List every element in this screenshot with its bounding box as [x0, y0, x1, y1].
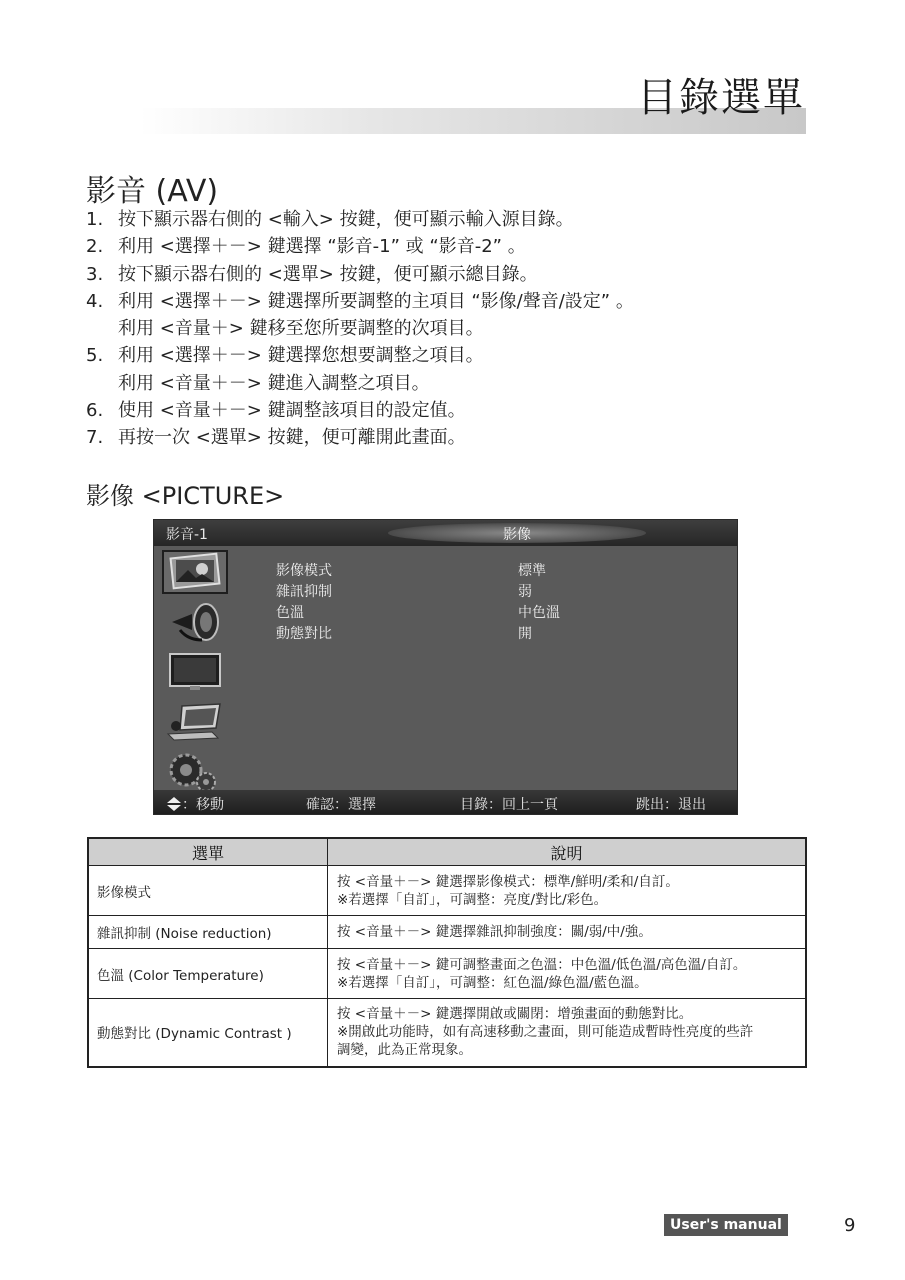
osd-menu-row[interactable] — [276, 581, 696, 602]
table-cell-desc: 按 <音量＋－> 鍵選擇影像模式：標準/鮮明/柔和/自訂。 ※若選擇「自訂」，可調整：亮度/對比/彩色。 — [328, 866, 807, 916]
osd-hint-confirm: 確認：選擇 — [306, 797, 376, 813]
osd-screen — [153, 519, 738, 815]
table-row — [88, 949, 806, 999]
sound-horn-icon[interactable] — [162, 600, 228, 644]
step-item: 4. 利用 <選擇＋－> 鍵選擇所要調整的主項目 “影像/聲音/設定” 。 利用 <音量＋> 鍵移至您所要調整的次項目。 — [86, 290, 634, 340]
step-item: 7. 再按一次 <選單> 按鍵，便可離開此畫面。 — [86, 427, 466, 449]
osd-menu-value: 弱 — [518, 584, 532, 600]
table-row — [88, 999, 806, 1067]
table-cell-item: 雜訊抑制 (Noise reduction) — [88, 916, 328, 949]
step-item: 5. 利用 <選擇＋－> 鍵選擇您想要調整之項目。 利用 <音量＋－> 鍵進入調整之項目。 — [86, 345, 484, 394]
osd-top-bar — [154, 520, 737, 546]
osd-menu-value: 中色溫 — [518, 605, 560, 621]
osd-menu-list — [276, 560, 696, 644]
table-cell-desc: 按 <音量＋－> 鍵選擇開啟或關閉：增強畫面的動態對比。 ※開啟此功能時，如有高速移動之畫面，則可能造成暫時性亮度的些許 調變，此為正常現象。 — [328, 999, 807, 1067]
up-down-arrow-icon — [166, 796, 182, 812]
table-header-row — [88, 838, 806, 866]
osd-menu-value: 開 — [518, 626, 532, 642]
osd-menu-label: 雜訊抑制 — [276, 584, 332, 600]
settings-laptop-icon[interactable] — [162, 700, 228, 744]
gear-icon[interactable] — [162, 750, 228, 794]
manual-label: User's manual — [664, 1214, 788, 1236]
osd-menu-label: 影像模式 — [276, 563, 332, 579]
page-title: 目錄選單 — [637, 75, 805, 121]
step-item: 3. 按下顯示器右側的 <選單> 按鍵，便可顯示總目錄。 — [86, 263, 538, 285]
picture-icon[interactable] — [162, 550, 228, 594]
table-row — [88, 866, 806, 916]
osd-menu-row[interactable] — [276, 602, 696, 623]
table-cell-item: 色溫 (Color Temperature) — [88, 949, 328, 999]
osd-hint-exit: 跳出：退出 — [636, 797, 706, 813]
picture-section-title: 影像 <PICTURE> — [86, 482, 285, 510]
step-item: 1. 按下顯示器右側的 <輸入> 按鍵，便可顯示輸入源目錄。 — [86, 209, 574, 230]
osd-menu-value: 標準 — [518, 563, 546, 579]
osd-menu-row[interactable] — [276, 560, 696, 581]
osd-source-label: 影音-1 — [166, 527, 208, 543]
osd-icon-column — [162, 550, 232, 800]
osd-hint-menu: 目錄：回上一頁 — [460, 797, 558, 813]
osd-menu-label: 動態對比 — [276, 626, 332, 642]
step-item: 6. 使用 <音量＋－> 鍵調整該項目的設定值。 — [86, 400, 466, 422]
osd-menu-row[interactable] — [276, 623, 696, 644]
menu-description-table — [87, 837, 807, 1068]
table-cell-desc: 按 <音量＋－> 鍵選擇雜訊抑制強度：關/弱/中/強。 — [328, 916, 807, 949]
table-cell-item: 動態對比 (Dynamic Contrast ) — [88, 999, 328, 1067]
steps-list — [86, 206, 634, 452]
osd-heading: 影像 — [503, 527, 531, 543]
page-number: 9 — [844, 1215, 856, 1236]
table-row — [88, 916, 806, 949]
osd-menu-label: 色溫 — [276, 605, 304, 621]
section-title: 影音 (AV) — [86, 174, 219, 209]
column-header-description: 說明 — [328, 838, 807, 866]
table-cell-desc: 按 <音量＋－> 鍵可調整畫面之色溫：中色溫/低色溫/高色溫/自訂。 ※若選擇「自訂」，可調整：紅色溫/綠色溫/藍色溫。 — [328, 949, 807, 999]
column-header-menu: 選單 — [88, 838, 328, 866]
osd-hint-move: ：移動 — [166, 794, 224, 814]
display-panel-icon[interactable] — [162, 650, 228, 694]
table-cell-item: 影像模式 — [88, 866, 328, 916]
step-item: 2. 利用 <選擇＋－> 鍵選擇 “影音-1” 或 “影音-2” 。 — [86, 236, 526, 258]
osd-bottom-bar — [154, 790, 737, 814]
